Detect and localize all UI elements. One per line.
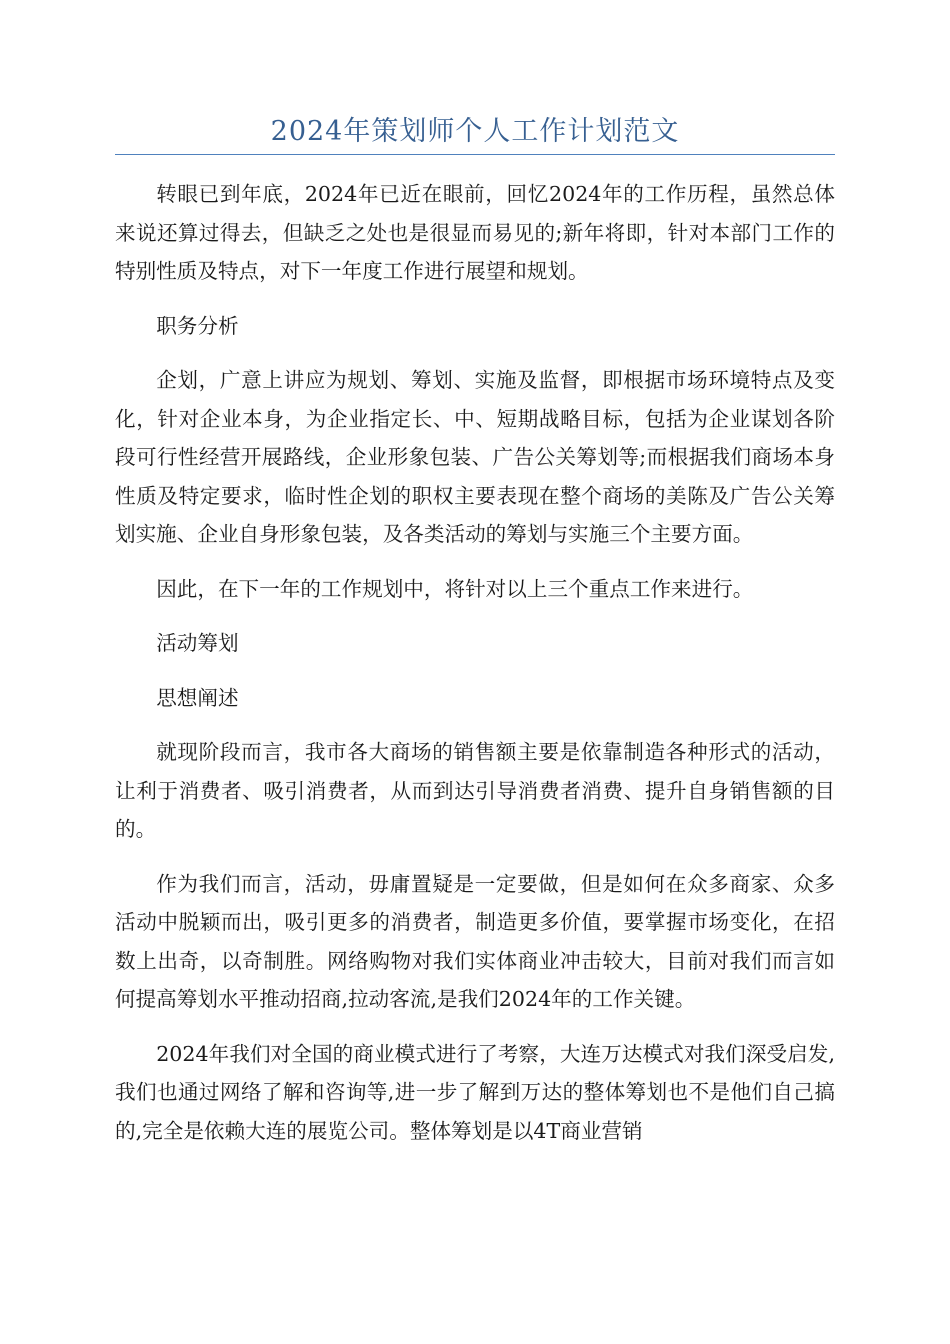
heading-idea-statement: 思想阐述 bbox=[156, 685, 239, 710]
heading-job-analysis: 职务分析 bbox=[156, 313, 239, 338]
heading-activity-planning: 活动筹划 bbox=[156, 631, 239, 655]
paragraph-planning-definition: 企划，广意上讲应为规划、筹划、实施及监督，即根据市场环境特点及变化，针对企业本身，为企业指定长、中、短期战略目标，包括为企业谋划各阶段可行性经营开展路线，企业形象包装、广告公关筹划等;而根据我们商场本身性质及特定要求，临时性企划的职权主要表现在整个商场的美陈及广告公关筹划实施、企业自身形象包装，及各类活动的筹划与实施三个主要方面。 bbox=[115, 368, 835, 546]
document-body bbox=[115, 175, 835, 1166]
paragraph-2024-survey: 2024年我们对全国的商业模式进行了考察，大连万达模式对我们深受启发,我们也通过网络了解和咨询等,进一步了解到万达的整体筹划也不是他们自己搞的,完全是依赖大连的展览公司。整体筹划是以4T商业营销 bbox=[115, 1041, 835, 1143]
paragraph-intro: 转眼已到年底，2024年已近在眼前，回忆2024年的工作历程，虽然总体来说还算过得去，但缺乏之处也是很显而易见的;新年将即，针对本部门工作的特别性质及特点，对下一年度工作进行展望和规划。 bbox=[115, 182, 835, 283]
paragraph-therefore: 因此，在下一年的工作规划中，将针对以上三个重点工作来进行。 bbox=[156, 576, 754, 601]
paragraph-for-us: 作为我们而言，活动，毋庸置疑是一定要做，但是如何在众多商家、众多活动中脱颖而出，吸引更多的消费者，制造更多价值，要掌握市场变化，在招数上出奇，以奇制胜。网络购物对我们实体商业冲击较大，目前对我们而言如何提高筹划水平推动招商,拉动客流,是我们2024年的工作关键。 bbox=[115, 871, 835, 1011]
paragraph-current-stage: 就现阶段而言，我市各大商场的销售额主要是依靠制造各种形式的活动，让利于消费者、吸引消费者，从而到达引导消费者消费、提升自身销售额的目的。 bbox=[115, 740, 835, 841]
title-underline bbox=[115, 154, 835, 155]
document-title: 2024年策划师个人工作计划范文 bbox=[270, 116, 680, 147]
